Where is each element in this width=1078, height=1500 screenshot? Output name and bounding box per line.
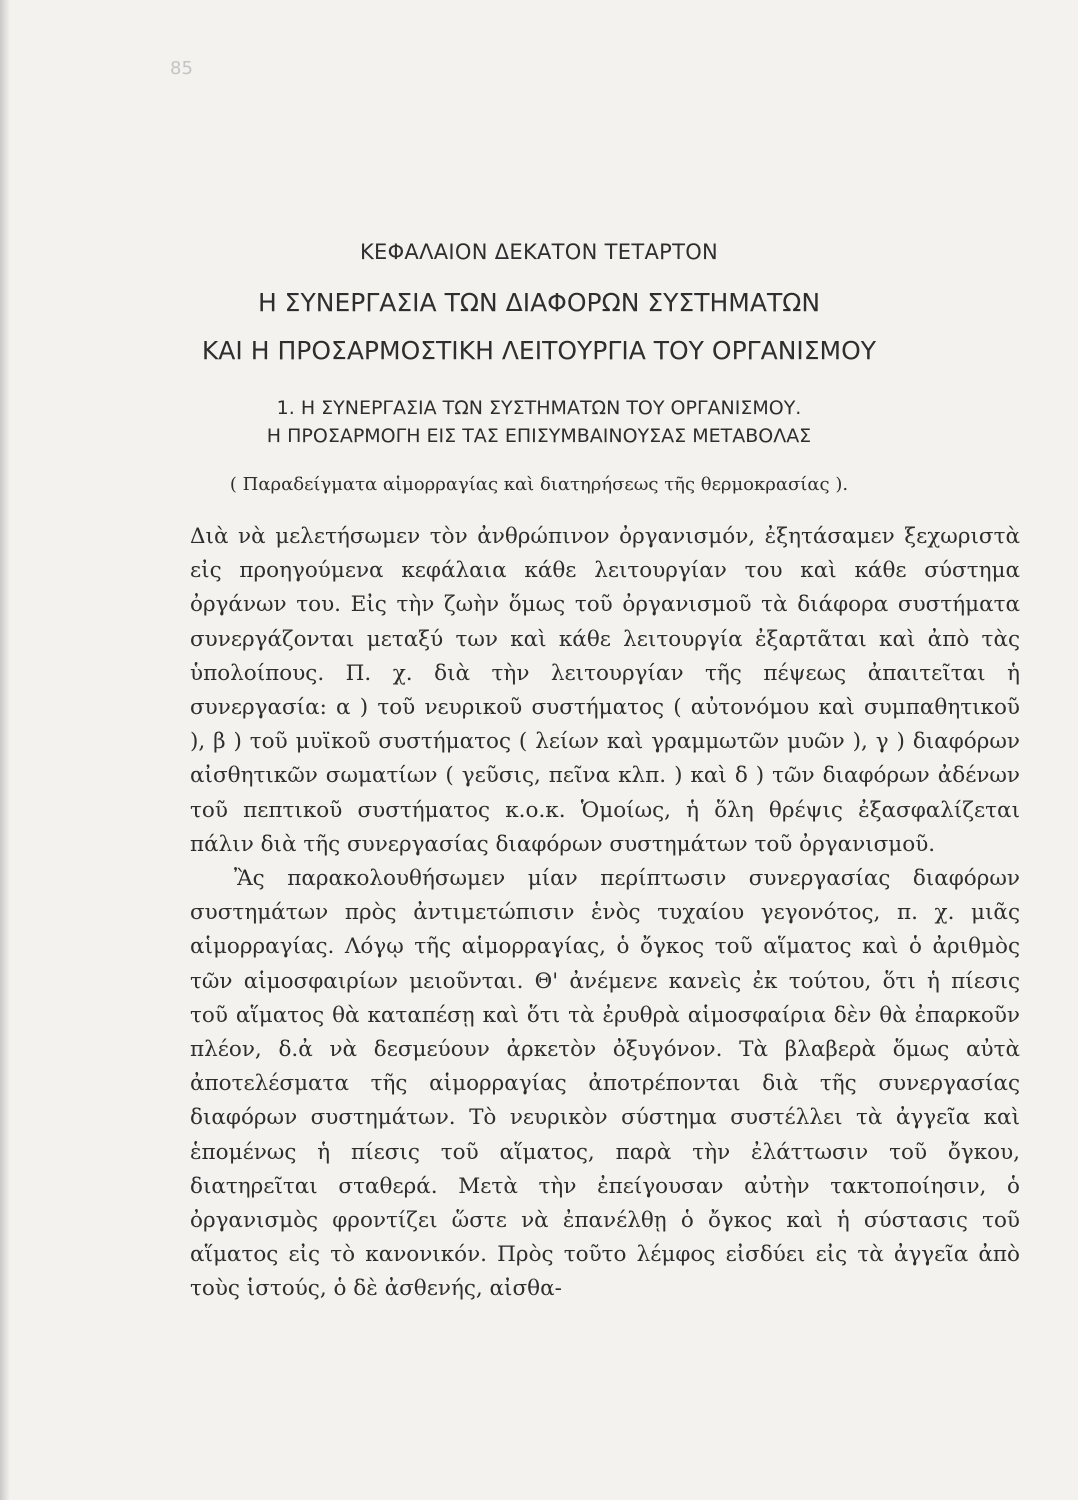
section-heading-line-1: 1. Η ΣΥΝΕΡΓΑΣΙΑ ΤΩΝ ΣΥΣΤΗΜΑΤΩΝ ΤΟΥ ΟΡΓΑΝΙΣΜΟΥ. [276,397,802,419]
chapter-title-line-2: ΚΑΙ Η ΠΡΟΣΑΡΜΟΣΤΙΚΗ ΛΕΙΤΟΥΡΓΙΑ ΤΟΥ ΟΡΓΑΝΙΣΜΟΥ [201,336,877,365]
paragraph-2: Ἂς παρακολουθήσωμεν μίαν περίπτωσιν συνεργασίας διαφόρων συστημάτων πρὸς ἀντιμετώπισιν ἑνὸς τυχαίου γεγονότος, π. χ. μιᾶς αἱμορραγίας. Λόγῳ τῆς αἱμορραγίας, ὁ ὄγκος τοῦ αἵματος καὶ ὁ ἀριθμὸς τῶν αἱμοσφαιρίων μειοῦνται. Θ' ἀνέμενε κανεὶς ἐκ τούτου, ὅτι ἡ πίεσις τοῦ αἵματος θὰ καταπέσῃ καὶ ὅτι τὰ ἐρυθρὰ αἱμοσφαίρια δὲν θὰ ἐπαρκοῦν πλέον, δ.ἀ νὰ δεσμεύουν ἀρκετὸν ὀξυγόνον. Τὰ βλαβερὰ ὅμως αὐτὰ ἀποτελέσματα τῆς αἱμορραγίας ἀποτρέπονται διὰ τῆς συνεργασίας διαφόρων συστημάτων. Τὸ νευρικὸν σύστημα συστέλλει τὰ ἀγγεῖα καὶ ἑπομένως ἡ πίεσις τοῦ αἵματος, παρὰ τὴν ἐλάττωσιν τοῦ ὄγκου, διατηρεῖται σταθερά. Μετὰ τὴν ἐπείγουσαν αὐτὴν τακτοποίησιν, ὁ ὀργανισμὸς φροντίζει ὥστε νὰ ἐπανέλθῃ ὁ ὄγκος καὶ ἡ σύστασις τοῦ αἵματος εἰς τὸ κανονικόν. Πρὸς τοῦτο λέμφος εἰσδύει εἰς τὰ ἀγγεῖα ἀπὸ τοὺς ἱστούς, ὁ δὲ ἀσθενής, αἰσθα- [190,866,1020,1302]
paragraph-1: Διὰ νὰ μελετήσωμεν τὸν ἀνθρώπινον ὀργανισμόν, ἐξητάσαμεν ξεχωριστὰ εἰς προηγούμενα κεφάλαια κάθε λειτουργίαν του καὶ κάθε σύστημα ὀργάνων του. Εἰς τὴν ζωὴν ὅμως τοῦ ὀργανισμοῦ τὰ διάφορα συστήματα συνεργάζονται μεταξύ των καὶ κάθε λειτουργία ἐξαρτᾶται καὶ ἀπὸ τὰς ὑπολοίπους. Π. χ. διὰ τὴν λειτουργίαν τῆς πέψεως ἀπαιτεῖται ἡ συνεργασία: α ) τοῦ νευρικοῦ συστήματος ( αὐτονόμου καὶ συμπαθητικοῦ ), β ) τοῦ μυϊκοῦ συστήματος ( λείων καὶ γραμμωτῶν μυῶν ), γ ) διαφόρων αἰσθητικῶν σωματίων ( γεῦσις, πεῖνα κλπ. ) καὶ δ ) τῶν διαφόρων ἀδένων τοῦ πεπτικοῦ συστήματος κ.ο.κ. Ὁμοίως, ἡ ὅλη θρέψις ἐξασφαλίζεται πάλιν διὰ τῆς συνεργασίας διαφόρων συστημάτων τοῦ ὀργανισμοῦ. [190,524,1020,857]
page-number: 85 [170,58,193,79]
section-subtitle: ( Παραδείγματα αἱμορραγίας καὶ διατηρήσεως τῆς θερμοκρασίας ). [229,474,849,495]
section-heading-line-2: Η ΠΡΟΣΑΡΜΟΓΗ ΕΙΣ ΤΑΣ ΕΠΙΣΥΜΒΑΙΝΟΥΣΑΣ ΜΕΤΑΒΟΛΑΣ [266,425,812,447]
page-binding-shadow [0,0,10,1500]
chapter-title-line-1: Η ΣΥΝΕΡΓΑΣΙΑ ΤΩΝ ΔΙΑΦΟΡΩΝ ΣΥΣΤΗΜΑΤΩΝ [257,288,821,317]
chapter-heading: ΚΕΦΑΛΑΙΟΝ ΔΕΚΑΤΟΝ ΤΕΤΑΡΤΟΝ [359,240,719,264]
body-text [190,520,1020,1307]
